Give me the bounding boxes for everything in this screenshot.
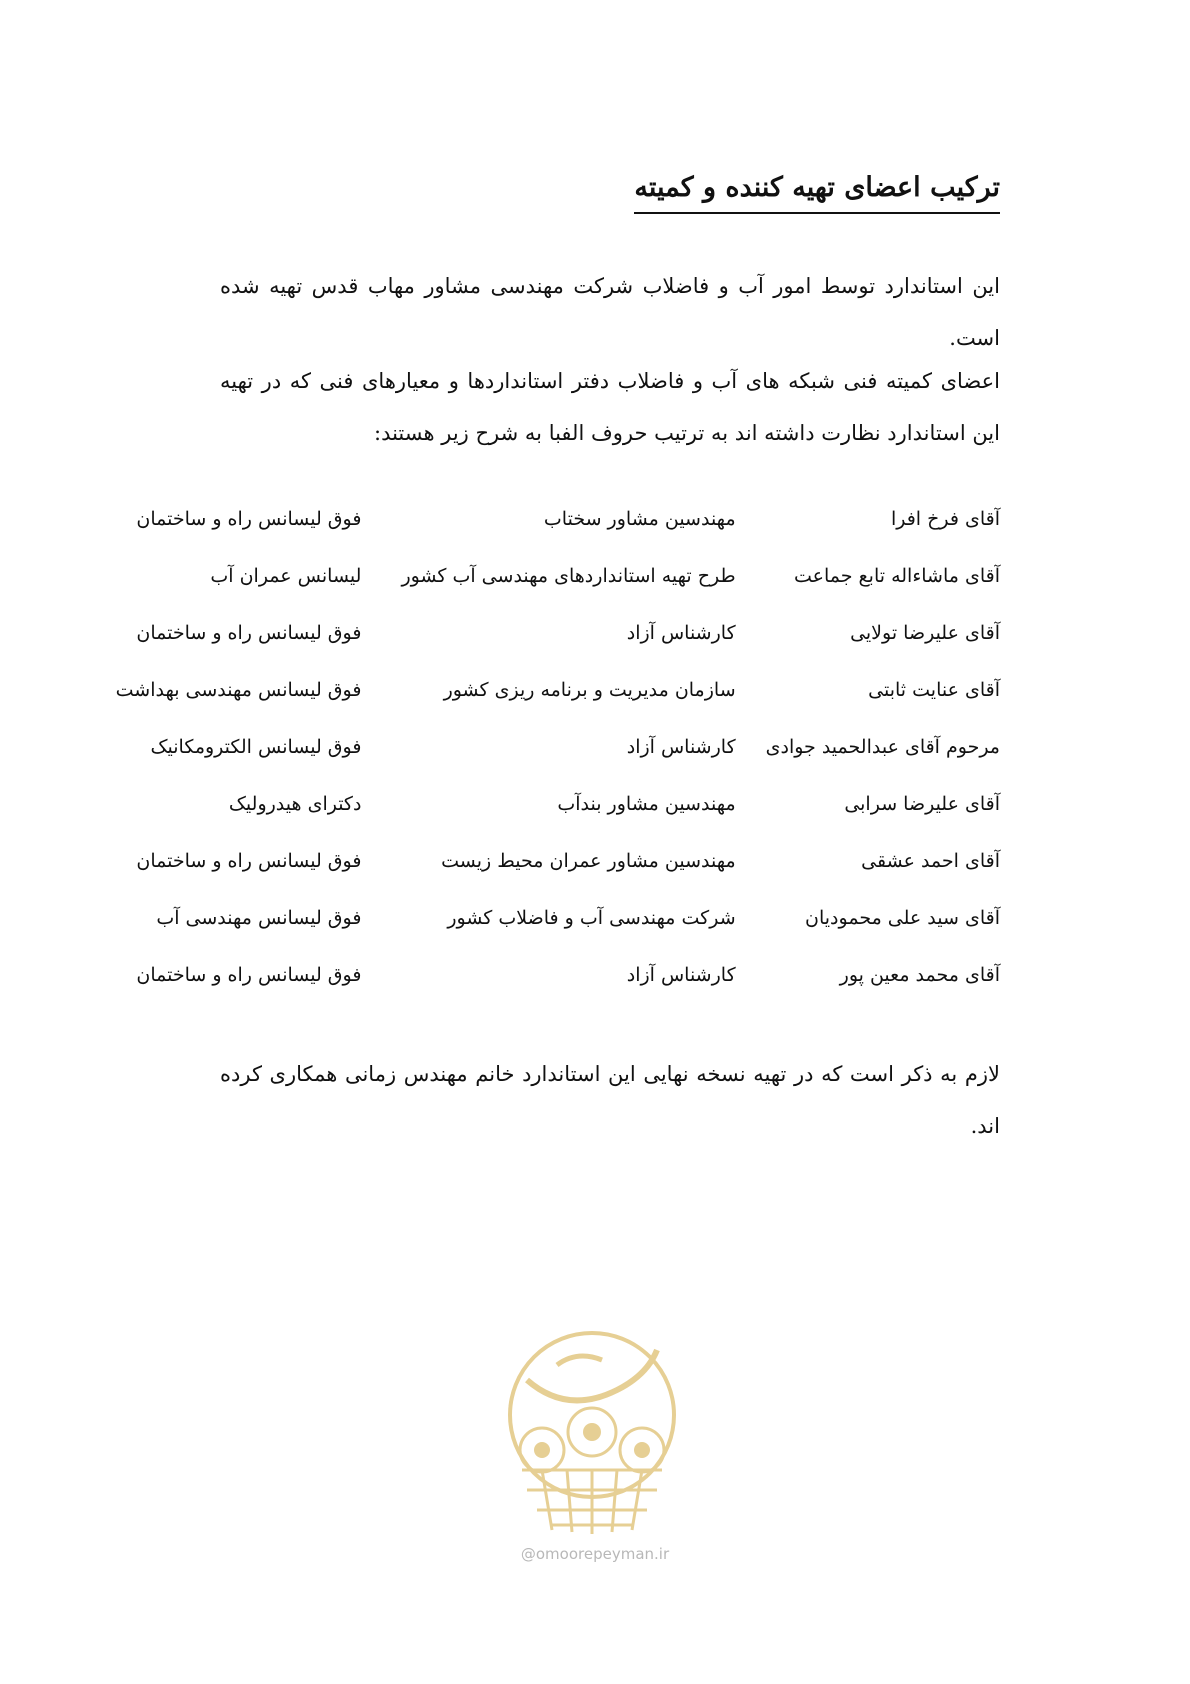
member-row xyxy=(116,490,1000,547)
closing-paragraph: لازم به ذکر است که در تهیه نسخه نهایی این استاندارد خانم مهندس زمانی همکاری کرده اند. xyxy=(220,1062,1000,1138)
member-degree: فوق لیسانس راه و ساختمان xyxy=(136,507,362,530)
member-row xyxy=(116,889,1000,946)
member-organization: کارشناس آزاد xyxy=(626,621,736,644)
member-organization: طرح تهیه استانداردهای مهندسی آب کشور xyxy=(401,564,736,587)
watermark-logo xyxy=(497,1320,687,1560)
member-name: آقای فرخ افرا xyxy=(890,507,1000,530)
member-organization: کارشناس آزاد xyxy=(626,963,736,986)
member-row xyxy=(116,775,1000,832)
member-organization: مهندسین مشاور سختاب xyxy=(543,507,736,530)
watermark-caption: @omoorepeyman.ir xyxy=(520,1545,670,1563)
member-degree: فوق لیسانس راه و ساختمان xyxy=(136,849,362,872)
member-degree: لیسانس عمران آب xyxy=(210,564,362,587)
member-row xyxy=(116,718,1000,775)
member-row xyxy=(116,946,1000,1003)
member-row xyxy=(116,547,1000,604)
member-degree: فوق لیسانس راه و ساختمان xyxy=(136,963,362,986)
member-degree: فوق لیسانس الکترومکانیک xyxy=(150,735,362,758)
member-name: آقای عنایت ثابتی xyxy=(868,678,1000,701)
intro-paragraph: این استاندارد توسط امور آب و فاضلاب شرکت مهندسی مشاور مهاب قدس تهیه شده است. xyxy=(220,274,1000,350)
member-name: مرحوم آقای عبدالحمید جوادی xyxy=(765,735,1000,758)
member-organization: کارشناس آزاد xyxy=(626,735,736,758)
member-row xyxy=(116,832,1000,889)
member-row xyxy=(116,661,1000,718)
member-degree: فوق لیسانس مهندسی بهداشت xyxy=(115,678,362,701)
member-name: آقای علیرضا تولایی xyxy=(850,621,1000,644)
member-name: آقای ماشاءاله تابع جماعت xyxy=(794,564,1000,587)
member-name: آقای سید علی محمودیان xyxy=(805,906,1000,929)
members-table xyxy=(116,490,1000,1003)
member-degree: فوق لیسانس راه و ساختمان xyxy=(136,621,362,644)
member-row xyxy=(116,604,1000,661)
member-degree: فوق لیسانس مهندسی آب xyxy=(156,906,362,929)
member-organization: مهندسین مشاور عمران محیط زیست xyxy=(441,849,736,872)
member-organization: مهندسین مشاور بندآب xyxy=(557,792,736,815)
member-organization: شرکت مهندسی آب و فاضلاب کشور xyxy=(447,906,736,929)
member-name: آقای محمد معین پور xyxy=(839,963,1000,986)
member-organization: سازمان مدیریت و برنامه ریزی کشور xyxy=(443,678,736,701)
member-degree: دکترای هیدرولیک xyxy=(228,792,362,815)
page-title: ترکیب اعضای تهیه کننده و کمیته xyxy=(634,168,1000,214)
committee-intro-paragraph: اعضای کمیته فنی شبکه های آب و فاضلاب دفتر استانداردها و معیارهای فنی که در تهیه این استاندارد نظارت داشته اند به ترتیب حروف الفبا به شرح زیر هستند: xyxy=(220,369,1000,445)
member-name: آقای احمد عشقی xyxy=(861,849,1000,872)
member-name: آقای علیرضا سرابی xyxy=(844,792,1000,815)
